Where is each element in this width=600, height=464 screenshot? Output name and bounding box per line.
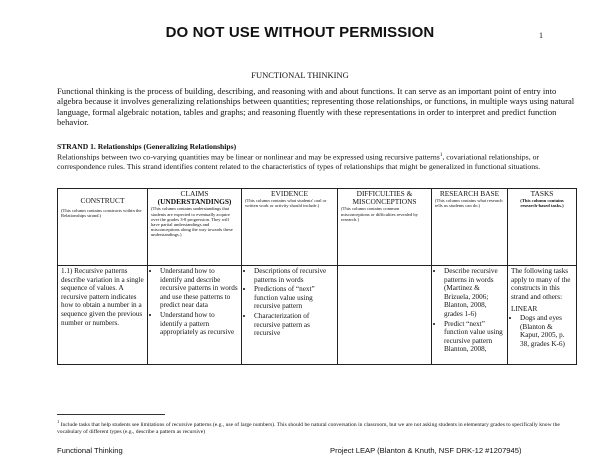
header-tasks-title: TASKS [530, 189, 554, 198]
document-heading: DO NOT USE WITHOUT PERMISSION [165, 24, 435, 41]
claims-cell [148, 266, 242, 365]
strand-description-text: Relationships between two co-varying quantities may be linear or nonlinear and may be expressed using recursive patterns [57, 152, 440, 162]
header-difficulties-title: DIFFICULTIES & [356, 189, 413, 198]
evidence-item: • Characterization of recursive pattern as recursive [254, 312, 334, 338]
header-claims [148, 189, 242, 266]
research-item: • Predict “next” function value using recursive pattern Blanton, 2008, [444, 320, 504, 354]
header-evidence-title: EVIDENCE [271, 189, 308, 198]
header-construct-note: (This column contains constructs within the Relationships strand.) [61, 208, 142, 219]
header-tasks [508, 189, 577, 266]
header-construct [58, 189, 148, 266]
footnote-divider [57, 414, 165, 415]
footnote-reference: 1 [439, 153, 443, 158]
research-item: • Describe recursive patterns in words (Martinez & Brizuela, 2006; Blanton, 2008, grades 1-6) [444, 267, 504, 319]
footer-title: Functional Thinking [57, 446, 123, 455]
header-research-note: (This column contains what research tells us students can do.) [435, 198, 503, 209]
header-evidence [242, 189, 338, 266]
header-tasks-note: (This column contains research-based tasks.) [520, 198, 564, 209]
intro-paragraph: Functional thinking is the process of building, describing, and reasoning with and about functions. It can serve as an important point of entry into algebra because it involves generalizing relationships between quantities; representing those relationships, or functions, in multiple ways using natural language, formal algebraic notation, tables and graphs; and reasoning fluently with these representations in order to interpret and predict function behavior. [57, 86, 575, 128]
tasks-intro: The following tasks apply to many of the constructs in this strand and others: [511, 267, 571, 301]
header-claims-subtitle: (UNDERSTANDINGS) [157, 197, 232, 207]
research-cell [432, 266, 508, 365]
construct-cell: 1.1) Recursive patterns describe variation in a single sequence of values. A recursive pattern indicates how to obtain a number in a sequence given the previous number or numbers. [58, 266, 148, 365]
footnote [57, 418, 577, 437]
table-row [58, 266, 577, 365]
task-item: • Dogs and eyes (Blanton & Kaput, 2005, p. 38, grades K-6) [520, 314, 573, 348]
header-claims-title: CLAIMS [180, 189, 209, 198]
header-claims-note: (This column contains understandings that students are expected to eventually acquire over the grades 3-8 progression. They will have partial understandings and misconceptions along the way towards these understandings.) [151, 206, 233, 238]
header-research [432, 189, 508, 266]
table-header-row [58, 189, 577, 266]
evidence-item: • Descriptions of recursive patterns in words [254, 267, 334, 284]
footnote-text: Include tasks that help students see limitations of recursive patterns (e.g., use of large numbers). This should be natural conversation in classroom, but we are not asking students in elementary grades to specifically know the vocabulary of different types (e.g., describe a pattern as recursive) [57, 421, 560, 436]
difficulties-cell [338, 266, 432, 365]
strand-description [57, 151, 577, 172]
page-number: 1 [539, 31, 543, 40]
header-construct-title: CONSTRUCT [80, 196, 125, 205]
evidence-cell [242, 266, 338, 365]
claim-item: • Understand how to identify and describe recursive patterns in words and use these patterns to predict near data [160, 267, 238, 310]
footer-project: Project LEAP (Blanton & Knuth, NSF DRK-12 #1207945) [330, 446, 522, 455]
header-evidence-note: (This column contains what students' oral or written work or activity should include.) [245, 198, 327, 209]
header-difficulties-note: (This column contains common misconceptions or difficulties revealed by research.) [341, 206, 418, 222]
tasks-cell [508, 266, 577, 365]
header-research-title: RESEARCH BASE [439, 189, 500, 198]
strand-description-text-cont: , covariational relationships, or correspondence rules. This strand identifies content related to the characteristics of types of relationships that might be generalized in functional situations. [57, 152, 541, 172]
header-difficulties [338, 189, 432, 266]
learning-progression-table [57, 188, 577, 365]
footnote-marker: 1 [57, 419, 60, 424]
tasks-category: LINEAR [511, 305, 538, 314]
header-difficulties-subtitle: MISCONCEPTIONS [352, 197, 417, 207]
claim-item: • Understand how to identify a pattern appropriately as recursive [160, 311, 238, 337]
strand-title: STRAND 1. Relationships (Generalizing Relationships) [57, 142, 237, 151]
evidence-item: • Predictions of “next” function value using recursive pattern [254, 285, 334, 311]
section-title: FUNCTIONAL THINKING [251, 70, 349, 80]
